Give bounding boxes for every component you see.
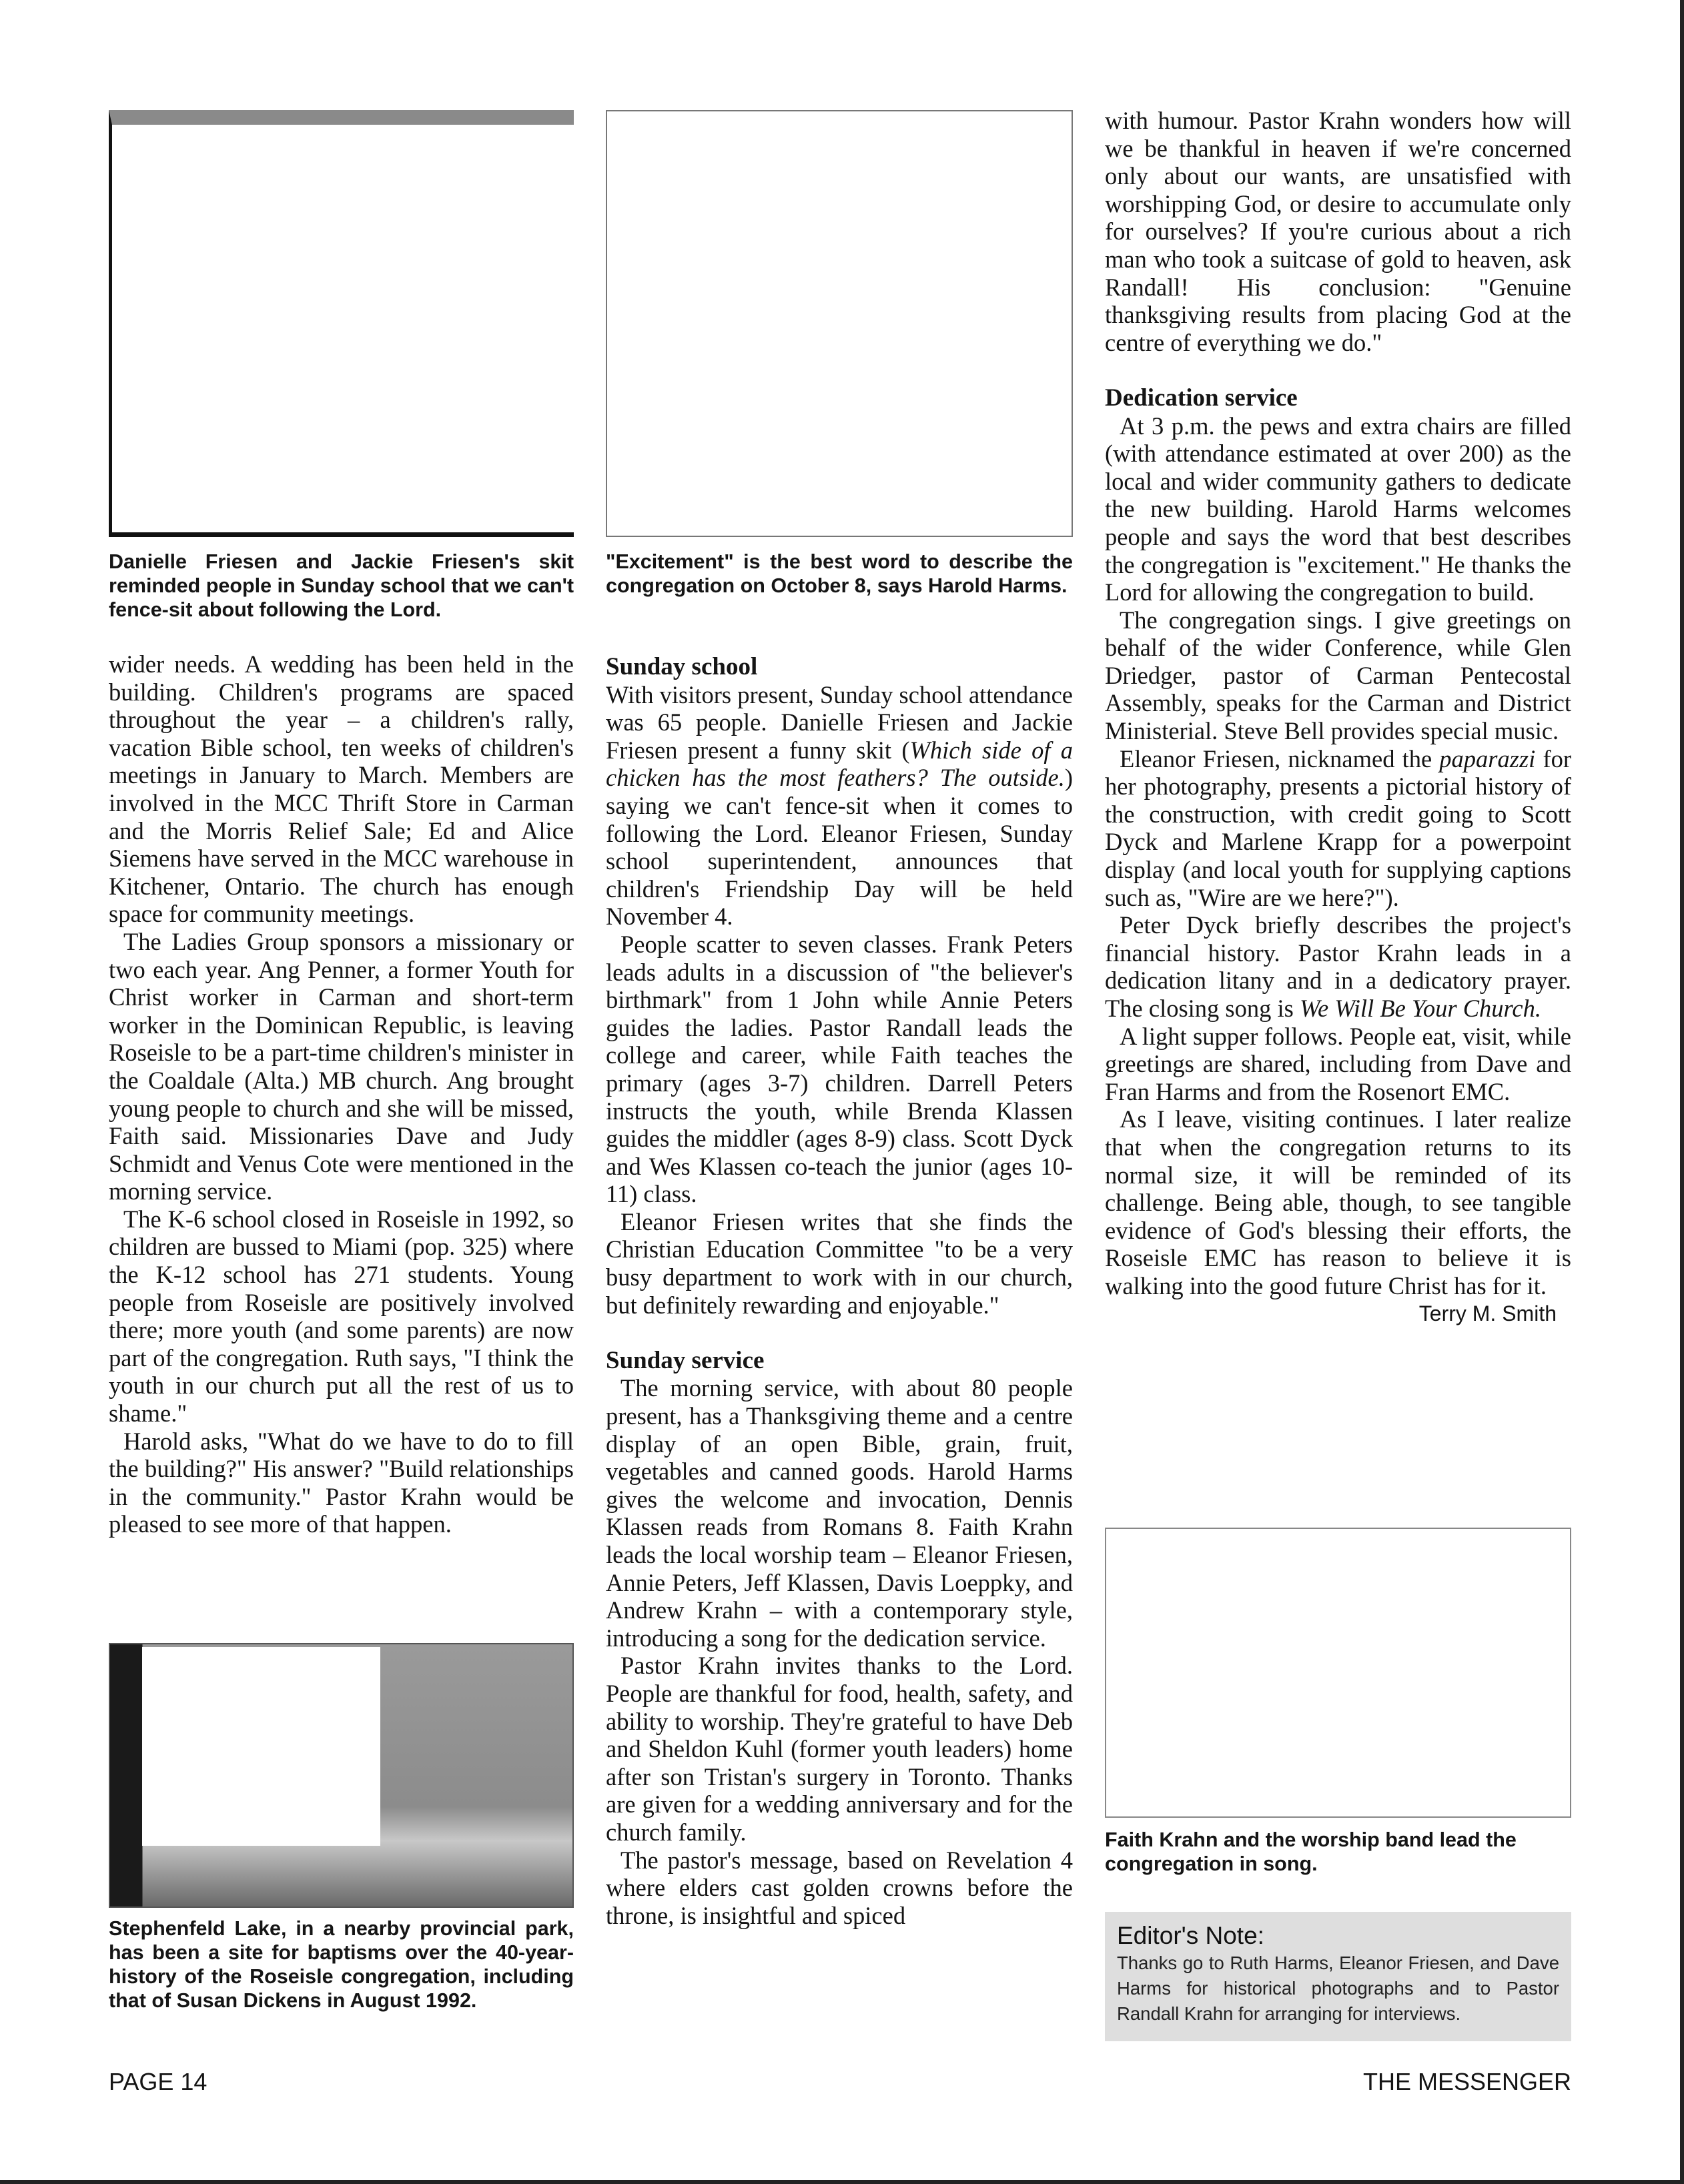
paragraph: with humour. Pastor Krahn wonders how will we be thankful in heaven if we're concerned only about our wants, are unsatisfied with worshipping God, or desire to accumulate only for ourselves? If you're curious about a rich man who took a suitcase of gold to heaven, ask Randall! His conclusion: "Genuine thanksgiving results from placing God at the centre of everything we do."	[1105, 107, 1571, 356]
paragraph: At 3 p.m. the pews and extra chairs are filled (with attendance estimated at over 200) as the local and wider community gathers to dedicate the new building. Harold Harms welcomes people and says the word that best describes the congregation is "excitement." He thanks the Lord for allowing the congregation to build.	[1105, 412, 1571, 606]
editors-note-box	[1105, 1912, 1571, 2041]
section-heading-dedication-service: Dedication service	[1105, 384, 1298, 412]
paragraph: The congregation sings. I give greetings on behalf of the wider Conference, while Glen Driedger, pastor of Carman Pentecostal Assembly, speaks for the Carman and District Ministerial. Steve Bell provides special music.	[1105, 606, 1571, 745]
skit-photo-caption: Danielle Friesen and Jackie Friesen's skit reminded people in Sunday school that we can't fence-sit about following the Lord.	[109, 550, 574, 621]
author-byline: Terry M. Smith	[1418, 1301, 1557, 1325]
worship-band-photo-caption: Faith Krahn and the worship band lead the congregation in song.	[1105, 1828, 1517, 1875]
editors-note-title: Editor's Note:	[1117, 1922, 1264, 1949]
paragraph: The K-6 school closed in Roseisle in 1992, so children are bussed to Miami (pop. 325) where the K-12 school has 271 students. Young people from Roseisle are positively involved there; more youth (and some parents) are now part of the congregation. Ruth says, "I think the youth in our church put all the rest of us to shame."	[109, 1205, 574, 1428]
paragraph: Eleanor Friesen, nicknamed the paparazzi for her photography, presents a pictorial history of the construction, with credit going to Scott Dyck and Marlene Krapp for a powerpoint display (and local youth for supplying captions such as, "Wire are we here?").	[1105, 744, 1571, 911]
worship-band-photo	[1105, 1528, 1571, 1818]
paragraph: People scatter to seven classes. Frank Peters leads adults in a discussion of "the believer's birthmark" from 1 John while Annie Peters guides the ladies. Pastor Randall leads the college and career, while Faith teaches the primary (ages 3-7) children. Darrell Peters instructs the youth, while Brenda Klassen guides the middler (ages 8-9) class. Scott Dyck and Wes Klassen co-teach the junior (ages 10-11) class.	[606, 930, 1073, 1208]
redacted-region	[142, 1647, 380, 1846]
paragraph: Peter Dyck briefly describes the project's financial history. Pastor Krahn leads in a dedication litany and in a dedicatory prayer. The closing song is We Will Be Your Church.	[1105, 911, 1571, 1022]
lake-photo-caption: Stephenfeld Lake, in a nearby provincial park, has been a site for baptisms over the 40-year-history of the Roseisle congregation, including that of Susan Dickens in August 1992.	[109, 1917, 574, 2012]
paragraph: Pastor Krahn invites thanks to the Lord. People are thankful for food, health, safety, and ability to worship. They're grateful to have Deb and Sheldon Kuhl (former youth leaders) home after son Tristan's surgery in Toronto. Thanks are given for a wedding anniversary and for the church family.	[606, 1652, 1073, 1846]
paragraph: A light supper follows. People eat, visit, while greetings are shared, including from Dave and Fran Harms and from the Rosenort EMC.	[1105, 1022, 1571, 1105]
paragraph: Eleanor Friesen writes that she finds the Christian Education Committee "to be a very busy department to work with in our church, but definitely rewarding and enjoyable."	[606, 1207, 1073, 1319]
paragraph: With visitors present, Sunday school attendance was 65 people. Danielle Friesen and Jackie Friesen present a funny skit (Which side of a chicken has the most feathers? The outside.) saying we can't fence-sit when it comes to following the Lord. Eleanor Friesen, Sunday school superintendent, announces that children's Friendship Day will be held November 4.	[606, 680, 1073, 931]
paragraph: The Ladies Group sponsors a missionary or two each year. Ang Penner, a former Youth for Christ worker in Carman and short-term worker in the Dominican Republic, is leaving Roseisle to be a part-time children's minister in the Coaldale (Alta.) MB church. Ang brought young people to church and she will be missed, Faith said. Missionaries Dave and Judy Schmidt and Venus Cote were mentioned in the morning service.	[109, 927, 574, 1205]
right-column-text	[1105, 107, 1571, 1327]
paragraph: wider needs. A wedding has been held in the building. Children's programs are spaced throughout the year – a children's rally, vacation Bible school, ten weeks of children's meetings in January to March. Members are involved in the MCC Thrift Store in Carman and the Morris Relief Sale; Ed and Alice Siemens have served in the MCC warehouse in Kitchener, Ontario. The church has enough space for community meetings.	[109, 650, 574, 928]
paragraph: Harold asks, "What do we have to do to fill the building?" His answer? "Build relationships in the community." Pastor Krahn would be pleased to see more of that happen.	[109, 1427, 574, 1538]
section-heading-sunday-service: Sunday service	[606, 1346, 765, 1374]
left-column-text	[109, 650, 574, 1538]
paragraph: The pastor's message, based on Revelation 4 where elders cast golden crowns before the throne, is insightful and spiced	[606, 1846, 1073, 1929]
page-number: PAGE 14	[109, 2068, 207, 2095]
paragraph: As I leave, visiting continues. I later realize that when the congregation returns to its normal size, it will be reminded of its challenge. Being able, though, to see tangible evidence of God's blessing their efforts, the Roseisle EMC has reason to believe it is walking into the good future Christ has for it.	[1105, 1105, 1571, 1299]
congregation-photo	[606, 110, 1073, 537]
page-edge-right	[1680, 0, 1684, 2184]
middle-column-text	[606, 653, 1073, 1929]
page-edge-bottom	[0, 2180, 1684, 2184]
editors-note-body: Thanks go to Ruth Harms, Eleanor Friesen, and Dave Harms for historical photographs and to Pastor Randall Krahn for arranging for interviews.	[1117, 1953, 1559, 2024]
paragraph: The morning service, with about 80 people present, has a Thanksgiving theme and a centre display of an open Bible, grain, fruit, vegetables and canned goods. Harold Harms gives the welcome and invocation, Dennis Klassen reads from Romans 8. Faith Krahn leads the local worship team – Eleanor Friesen, Annie Peters, Jeff Klassen, Davis Loeppky, and Andrew Krahn – with a contemporary style, introducing a song for the dedication service.	[606, 1374, 1073, 1652]
lake-photo	[109, 1643, 574, 1908]
section-heading-sunday-school: Sunday school	[606, 653, 758, 680]
skit-photo	[109, 110, 574, 537]
congregation-photo-caption: "Excitement" is the best word to describe the congregation on October 8, says Harold Harms.	[606, 550, 1073, 597]
publication-name: THE MESSENGER	[1362, 2068, 1571, 2095]
